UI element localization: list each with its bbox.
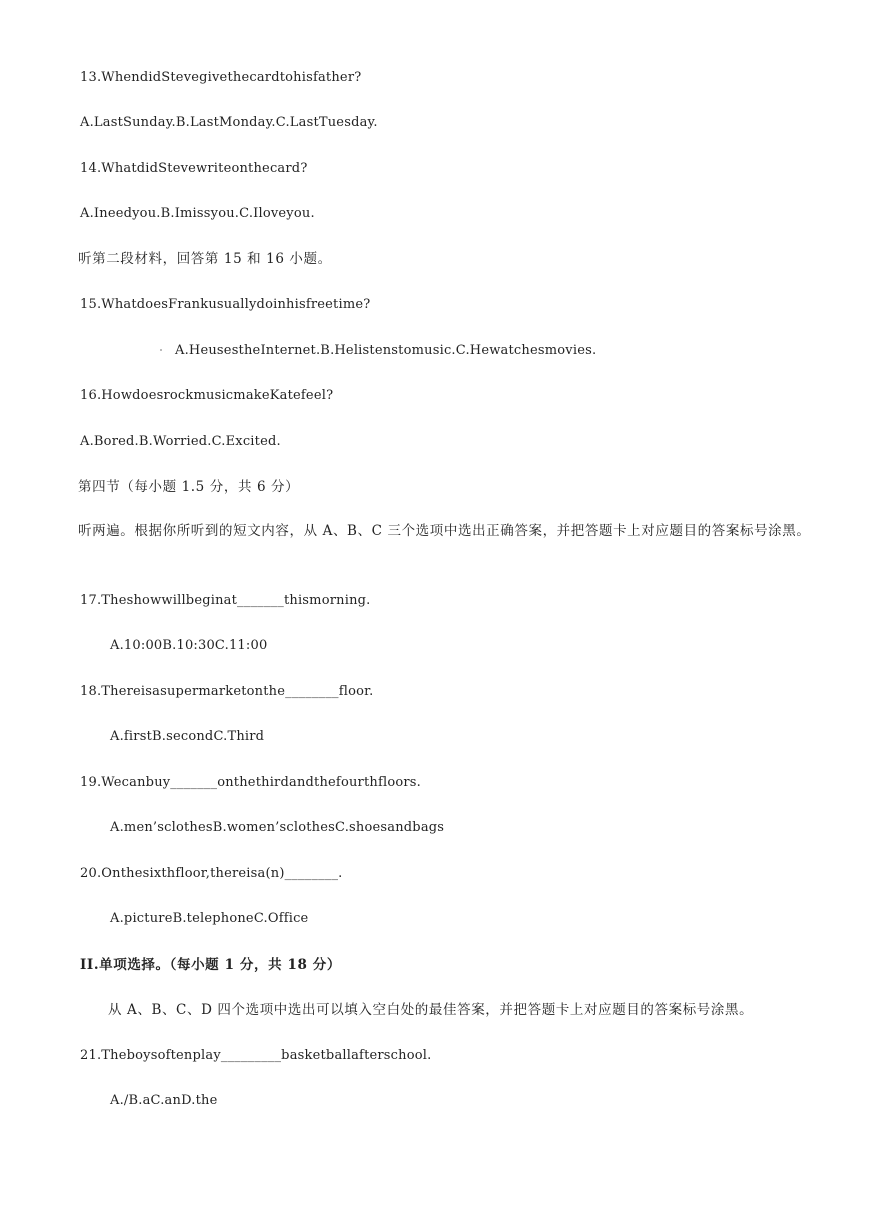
question-20: 20.Onthesixthfloor,thereisa(n)________. (80, 866, 343, 881)
section-4-instruction: 听两遍。根据你所听到的短文内容，从 A、B、C 三个选项中选出正确答案，并把答题卡上对应题目的答案标号涂黑。 (78, 523, 811, 539)
question-17-options: A.10:00B.10:30C.11:00 (110, 638, 268, 653)
question-14: 14.WhatdidStevewriteonthecard? (80, 161, 308, 176)
question-19: 19.Wecanbuy_______onthethirdandthefourthfloors. (80, 775, 421, 790)
question-15: 15.WhatdoesFrankusuallydoinhisfreetime? (80, 297, 371, 312)
question-13: 13.WhendidStevegivethecardtohisfather? (80, 70, 362, 85)
question-15-options: A.HeusestheInternet.B.Helistenstomusic.C.Hewatchesmovies. (175, 343, 597, 358)
question-14-options: A.Ineedyou.B.Imissyou.C.Iloveyou. (80, 206, 315, 221)
part-2-instruction: 从 A、B、C、D 四个选项中选出可以填入空白处的最佳答案，并把答题卡上对应题目的答案标号涂黑。 (108, 1002, 754, 1018)
question-21-options: A./B.aC.anD.the (110, 1093, 218, 1108)
passage-2-instruction: 听第二段材料，回答第 15 和 16 小题。 (78, 251, 332, 267)
question-13-options: A.LastSunday.B.LastMonday.C.LastTuesday. (80, 115, 378, 130)
question-20-options: A.pictureB.telephoneC.Office (110, 911, 309, 926)
question-21: 21.Theboysoftenplay_________basketballafterschool. (80, 1048, 432, 1063)
question-18: 18.Thereisasupermarketonthe________floor. (80, 684, 374, 699)
section-4-heading: 第四节（每小题 1.5 分，共 6 分） (78, 479, 300, 495)
question-18-options: A.firstB.secondC.Third (110, 729, 265, 744)
question-16-options: A.Bored.B.Worried.C.Excited. (80, 434, 281, 449)
stray-mark (160, 349, 162, 351)
part-2-heading: II.单项选择。（每小题 1 分，共 18 分） (80, 957, 341, 973)
question-19-options: A.men’sclothesB.women’sclothesC.shoesandbags (110, 820, 445, 835)
question-16: 16.HowdoesrockmusicmakeKatefeel? (80, 388, 334, 403)
question-17: 17.Theshowwillbeginat_______thismorning. (80, 593, 371, 608)
